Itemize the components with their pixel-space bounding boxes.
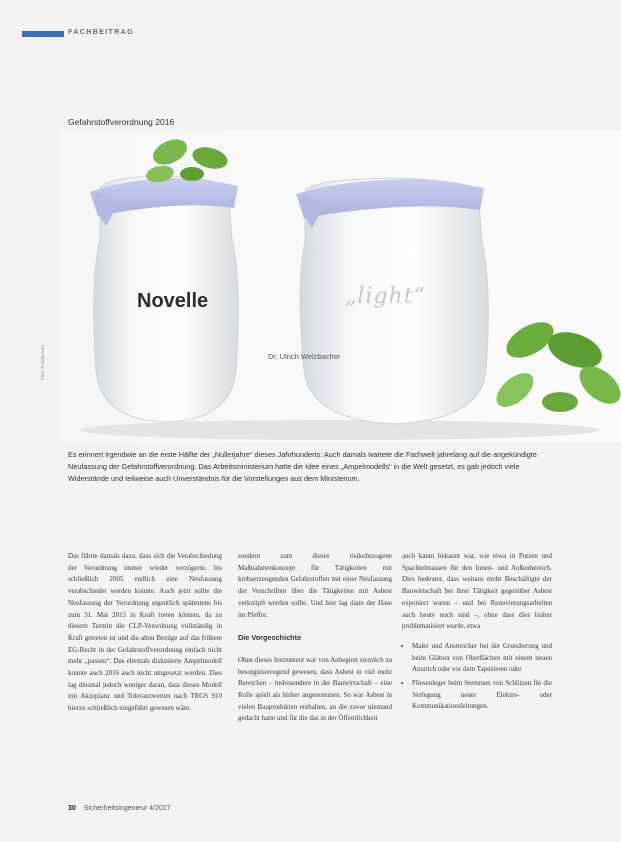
page-footer — [68, 805, 171, 812]
subheading: Die Vorgeschichte — [238, 633, 302, 643]
body-column-1 — [68, 551, 222, 715]
section-color-bar — [22, 31, 64, 37]
body-paragraph: Ohne dieses Instrument war von Anbeginn ziemlich zu besorgniserregend gewesen, dass Asbest in viel mehr Bereichen – insbesondere in der Bauwirtschaft – eine Rolle spielt als bisher angenommen. So war Asbest in vielen Bauprodukten enthalten, an die zuvor niemand gedacht hatte und für die das in der Öffentlichkeit — [238, 655, 392, 723]
list-item: • Maler und Anstreicher bei der Grundierung und beim Glätten von Oberflächen mit einem neuen Anstrich oder vor dem Tapezieren oder — [412, 641, 552, 676]
headline-main: Novelle — [137, 290, 209, 312]
list-item: • Fliesenleger beim Stemmen von Schlitzen für die Verlegung neuer Elektro- oder Kommunikationsleitungen. — [412, 678, 552, 713]
body-paragraph: auch kaum bekannt war, wie etwa in Putzen und Spachtelmassen für den Innen- und Außenbereich. Dies bedeutet, dass weitaus mehr Beschäftigte der Bauwirtschaft bei ihrer Tätigkeit gegenüber Asbest exponiert waren – und bei Renovierungsarbeiten auch heute noch sind –, ohne dass dies bisher problematisiert wurde, etwa — [402, 552, 552, 631]
headline-script: „light“ — [345, 284, 426, 309]
bullet-list — [402, 641, 552, 713]
page-number: 30 — [68, 805, 76, 812]
yogurt-jars-photo — [60, 130, 621, 442]
photo-credit: Foto: Fotolia.com — [40, 345, 45, 380]
body-paragraph: Das führte damals dazu, dass sich die Verabschiedung der Verordnung immer wieder verzögerte, bis schließlich 2005 endlich eine Neufassung verabschiedet werden konnte. Auch jetzt sollte die Neufassung der Verordnung eigentlich spätestens bis zum 31. Mai 2015 in Kraft treten können, da zu diesem Termin die CLP-Verordnung vollständig in Kraft getreten ist und die alten Bezüge auf das frühere EG-Recht in der Gefahrstoffverordnung einfach nicht mehr „passen“. Das ehemals diskutierte Ampelmodell konnte auch 2016 auch nicht umgesetzt werden. Dies lag diesmal jedoch weniger daran, dass dieses Modell mit Akzeptanz und Toleranzwerten nach TRGS 910 hierzu schließlich eingeführt gewesen wäre, — [68, 552, 222, 713]
topic-heading: Gefahrstoffverordnung 2016 — [68, 117, 175, 127]
lead-paragraph: Es erinnert irgendwie an die erste Hälfte der „Nullerjahre“ dieses Jahrhunderts: Auch damals wartete die Fachwelt jahrelang auf die angekündigte Neufassung der Gefahrstoffverordnung. Das Arbeitsministerium hatte die Idee eines „Ampelmodells“ in die Welt gesetzt, es gab jedoch viele Widerstände und teilweise auch Unverständnis für die Vorstellungen aus dem Ministerium. — [68, 450, 537, 483]
section-label: FACHBEITRAG — [68, 29, 134, 36]
body-paragraph: sondern zum dieses risikobezogene Maßnahmenkonzept für Tätigkeiten mit krebserzeugenden Gefahrstoffen mit einer Neufassung der Vorschriften über die Tätigkeiten mit Asbest verknüpft werden sollte. Und hier lag dann der Hase im Pfeffer. — [238, 552, 392, 619]
body-column-3 — [402, 551, 552, 715]
author-byline: Dr. Ulrich Welzbacher — [268, 352, 341, 361]
journal-name: Sicherheitsingenieur 4/2017 — [83, 805, 171, 812]
body-column-2 — [238, 551, 392, 725]
